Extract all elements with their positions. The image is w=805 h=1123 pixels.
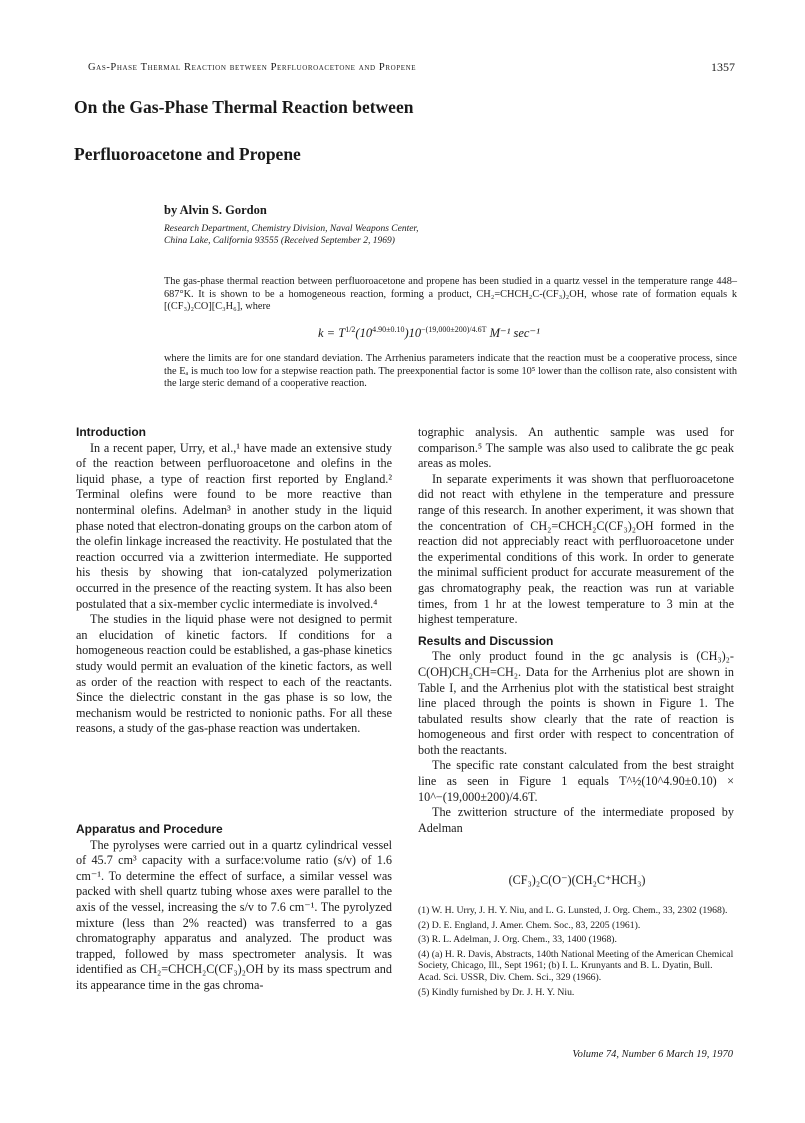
results-heading: Results and Discussion (418, 633, 554, 648)
results-paragraph-3: The zwitterion structure of the intermediate proposed by Adelman (418, 805, 734, 835)
apparatus-paragraph-1: The pyrolyses were carried out in a quartz cylindrical vessel of 45.7 cm³ capacity with a surface:volume ratio (s/v) of 1.6 cm⁻¹. To determine the effect of surface, a similar vessel was packed with shell quartz tubing whose axes were parallel to the axis of the vessel, increasing the s/v to 7.6 cm⁻¹. The pyrolyzed mixture (less than 2% reacted) was transferred to a gas chromatography apparatus and analyzed. The product was trapped, followed by mass spectrometer analysis. It was identified as CH₂=CHCH₂C(CF₃)₂OH by its mass spectrum and its appearance time in the gas chroma- (76, 837, 392, 992)
zwitterion-formula: (CF₃)₂C(O⁻)(CH₂C⁺HCH₃) (508, 873, 646, 887)
rate-equation (318, 325, 540, 341)
page-number: 1357 (711, 60, 735, 74)
results-paragraph-2: The specific rate constant calculated from the best straight line as seen in Figure 1 equals T^½(10^4.90±0.10) × 10^−(19,000±200)/4.6T. (418, 758, 734, 804)
introduction-heading: Introduction (76, 425, 146, 439)
reference-4: (4) (a) H. R. Davis, Abstracts, 140th National Meeting of the American Chemical Society, Chicago, Ill., Sept 1961; (b) I. L. Krunyants and B. L. Dyatin, Bull. Acad. Sci. USSR, Div. Chem. Sci., 329 (1966). (418, 948, 734, 983)
references-list (418, 905, 736, 1001)
article-title-line-1: On the Gas-Phase Thermal Reaction between (74, 97, 414, 117)
affiliation-line-1: Research Department, Chemistry Division, Naval Weapons Center, (164, 224, 419, 234)
article-title-line-2: Perfluoroacetone and Propene (74, 144, 301, 164)
abstract-paragraph-2: where the limits are for one standard deviation. The Arrhenius parameters indicate that the reaction must be a cooperative process, since the Eₐ is much too low for a stepwise reaction path. The preexponential factor is some 10⁵ lower than the collison rate, also consistent with the large steric demand of a cooperative reaction. (164, 353, 737, 390)
reference-3: (3) R. L. Adelman, J. Org. Chem., 33, 1400 (1968). (418, 934, 617, 946)
eq-mid: (10 (355, 326, 373, 341)
reference-1: (1) W. H. Urry, J. H. Y. Niu, and L. G. Lunsted, J. Org. Chem., 33, 2302 (1968). (418, 905, 728, 916)
eq-exp-3: −(19,000±200)/4.6T (421, 325, 487, 334)
eq-lhs: k = T (318, 326, 346, 341)
eq-rhs: M⁻¹ sec⁻¹ (486, 326, 540, 341)
abstract-paragraph-1: The gas-phase thermal reaction between perfluoroacetone and propene has been studied in a quartz vessel in the temperature range 448–687°K. It is shown to be a homogeneous reaction, forming a product, CH₂=CHCH₂C-(CF₃)₂OH, whose rate of formation equals k [(CF₃)₂CO][C₃H₆], where (164, 276, 737, 313)
right-paragraph-1: tographic analysis. An authentic sample was used for comparison.⁵ The sample was also used to calibrate the gc peak areas as moles. (418, 425, 734, 471)
intro-paragraph-2: The studies in the liquid phase were not designed to permit an elucidation of kinetic factors. If conditions for a homogeneous reaction could be established, a gas-phase kinetics study would permit an evaluation of the kinetic factors, as well as order of the reaction with respect to each of the reactants. Since the dielectric constant in the gas phase is so low, the mechanism would be restricted to nonionic paths. For all these reasons, a study of the gas-phase reaction was undertaken. (76, 612, 392, 736)
left-column (76, 425, 392, 737)
right-column (418, 425, 734, 836)
right-paragraph-2: In separate experiments it was shown that perfluoroacetone did not react with ethylene in the temperature and pressure range of this research. In another experiment, it was shown that the concentration of CH₂=CHCH₂C(CF₃)₂OH formed in the reaction did not appreciably react with perfluoroacetone under the experimental conditions of this work. In order to generate the minimal sufficient product for accurate measurement of the gas chromatography peak, the reaction was run at variable times, from 1 hr at the lowest temperature to 3 min at the highest temperature. (418, 471, 734, 627)
reference-5: (5) Kindly furnished by Dr. J. H. Y. Niu. (418, 986, 575, 998)
eq-exp-1: 1/2 (345, 325, 356, 334)
author-byline: by Alvin S. Gordon (164, 203, 267, 217)
journal-footer: Volume 74, Number 6 March 19, 1970 (572, 1049, 733, 1060)
reference-2: (2) D. E. England, J. Amer. Chem. Soc., 83, 2205 (1961). (418, 919, 641, 931)
results-paragraph-1: The only product found in the gc analysis is (CH₃)₂-C(OH)CH₂CH=CH₂. Data for the Arrhenius plot are shown in Table I, and the Arrhenius plot with the statistical best straight line placed through the points is shown in Figure 1. The tabulated results show clearly that the rate of reaction is homogeneous and first order with respect to concentration of both the reactants. (418, 649, 734, 757)
eq-mid-2: )10 (404, 326, 422, 341)
eq-exp-2: 4.90±0.10 (372, 325, 405, 334)
intro-paragraph-1: In a recent paper, Urry, et al.,¹ have made an extensive study of the reaction between perfluoroacetone and olefins in the liquid phase, a type of reaction first reported by England.² Terminal olefins were found to be more reactive than nonterminal olefins. Adelman³ in another study in the liquid phase noted that electron-donating groups on the carbon atom of the olefin linkage increased the reactivity. He postulated that the reaction occurred via a zwitterion intermediate. He supported his thesis by showing that ion-catalyzed polymerization occurred in the presence of the reacting system. It has also been postulated that a six-member cyclic intermediate is involved.⁴ (76, 440, 392, 611)
apparatus-section (76, 822, 392, 994)
affiliation-line-2: China Lake, California 93555 (Received September 2, 1969) (164, 236, 395, 246)
apparatus-heading: Apparatus and Procedure (76, 822, 223, 836)
running-header: Gas-Phase Thermal Reaction between Perfluoroacetone and Propene (88, 62, 417, 73)
